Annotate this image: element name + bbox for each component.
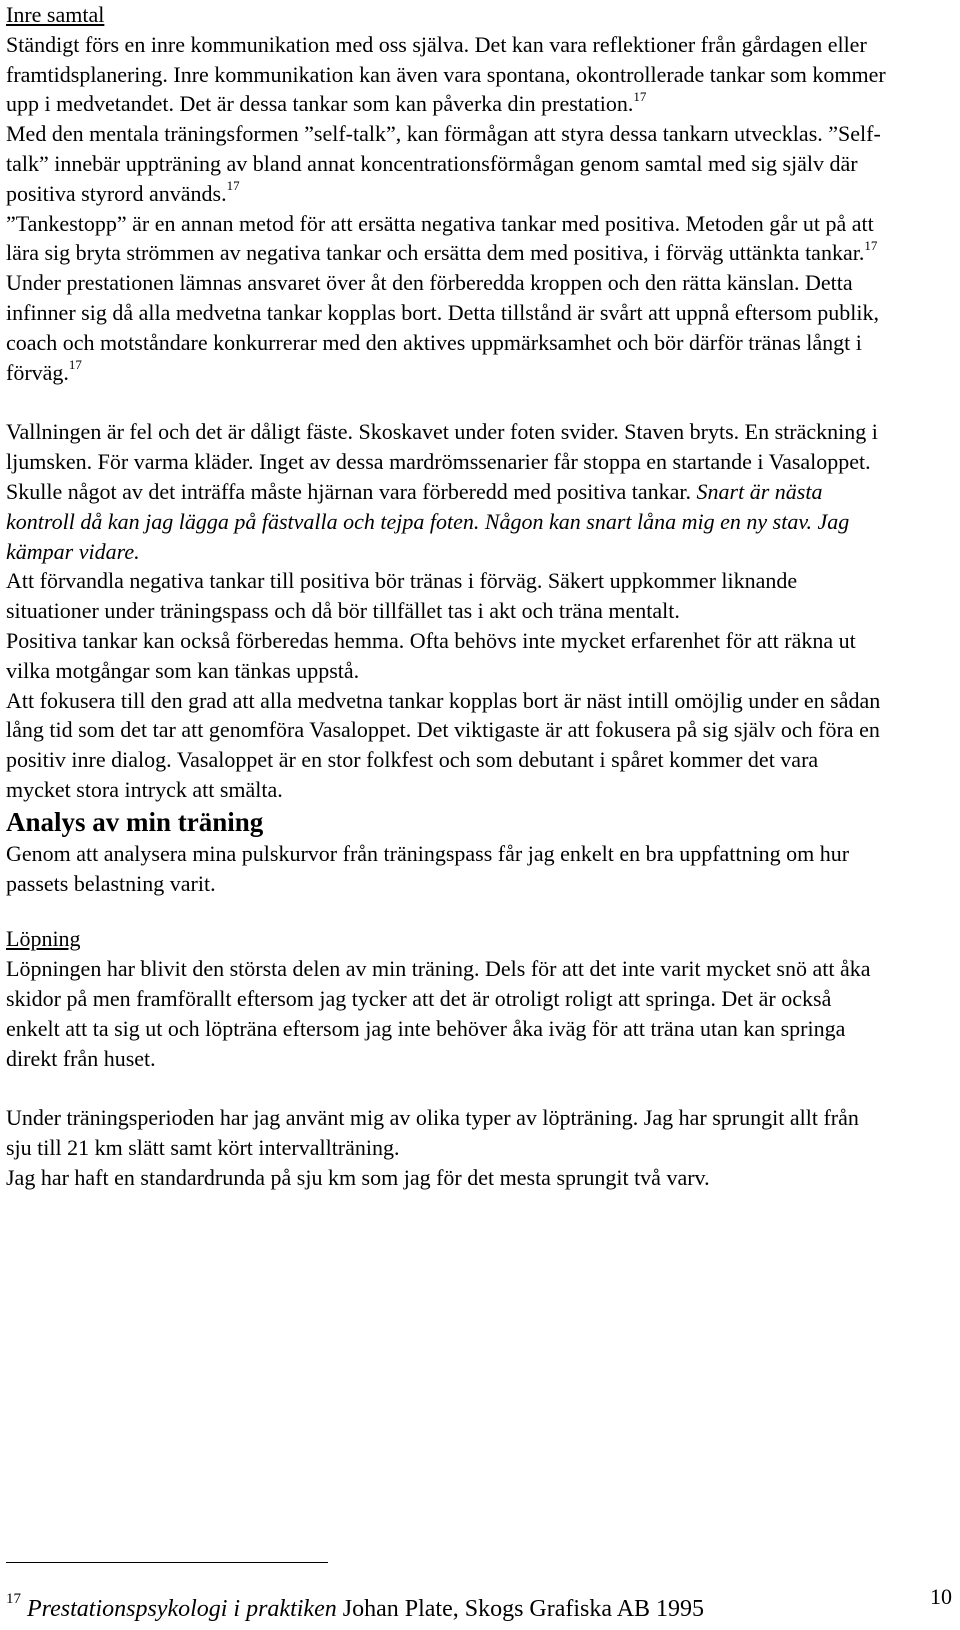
paragraph: Positiva tankar kan också förberedas hemma. Ofta behövs inte mycket erfarenhet för att räkna ut vilka motgångar som kan tänkas uppstå.	[6, 627, 856, 683]
paragraph-text: Ständigt förs en inre kommunikation med oss själva. Det kan vara reflektioner från gårdagen eller framtidsplanering. Inre kommunikation kan även vara spontana, okontrollerade tankar som kommer upp i medvetandet. Det är dessa tankar som kan påverka din prestation.	[6, 31, 886, 117]
paragraph-text: ”Tankestopp” är en annan metod för att ersätta negativa tankar med positiva. Metoden går ut på att lära sig bryta strömmen av negativa tankar och ersätta dem med positiva, i förväg uttänkta tankar.	[6, 210, 874, 266]
spacer	[6, 387, 886, 417]
section-heading-analys: Analys av min träning	[6, 806, 264, 837]
paragraph: Jag har haft en standardrunda på sju km som jag för det mesta sprungit två varv.	[6, 1164, 710, 1190]
footnote-ref[interactable]: 17	[68, 357, 82, 373]
paragraph-text: Med den mentala träningsformen ”self-talk”, kan förmågan att styra dessa tankarn utvecklas. ”Self-talk” innebär uppträning av bland annat koncentrationsförmågan genom samtal med sig själv där positiva styrord används.	[6, 121, 881, 206]
page-number: 10	[930, 1584, 952, 1609]
spacer	[6, 1073, 886, 1103]
section-title-inre-samtal: Inre samtal	[6, 2, 105, 27]
section-title-lopning: Löpning	[6, 926, 81, 952]
footnote-book-title: Prestationspsykologi i praktiken	[27, 1596, 337, 1622]
footnote	[6, 1588, 906, 1624]
paragraph-text: Vallningen är fel och det är dåligt fäste. Skoskavet under foten svider. Staven bryts. En sträckning i ljumsken. För varma kläder. Inget av dessa mardrömssenarier får stoppa en startande i Vasaloppet. Skulle något av det inträffa måste hjärnan vara förberedd med positiva tankar.	[6, 419, 878, 504]
paragraph: Löpningen har blivit den största delen av min träning. Dels för att det inte varit mycket snö att åka skidor på men framförallt eftersom jag tycker att det är otroligt roligt att springa. Det är också enkelt att ta sig ut och löpträna eftersom jag inte behöver åka iväg för att träna utan kan springa direkt från huset.	[6, 956, 871, 1071]
paragraph: Under träningsperioden har jag använt mig av olika typer av löpträning. Jag har sprungit allt från sju till 21 km slätt samt kört intervallträning.	[6, 1105, 859, 1161]
footnote-separator	[6, 1562, 328, 1563]
paragraph	[6, 417, 886, 566]
footnote-ref[interactable]: 17	[633, 89, 647, 105]
paragraph: Att fokusera till den grad att alla medvetna tankar kopplas bort är näst intill omöjlig under en sådan lång tid som det tar att genomföra Vasaloppet. Det viktigaste är att fokusera på sig själv och föra en positiv inre dialog. Vasaloppet är en stor folkfest och som debutant i spåret kommer det vara mycket stora intryck att smälta.	[6, 687, 881, 802]
page-body	[6, 0, 886, 1193]
spacer	[6, 898, 886, 924]
paragraph: Att förvandla negativa tankar till positiva bör tränas i förväg. Säkert uppkommer liknande situationer under träningspass och då bör tillfället tas i akt och träna mentalt.	[6, 568, 798, 624]
paragraph	[6, 30, 886, 119]
paragraph: Genom att analysera mina pulskurvor från träningspass får jag enkelt en bra uppfattning om hur passets belastning varit.	[6, 840, 850, 896]
paragraph	[6, 268, 886, 387]
italic-quote: Snart är nästa kontroll då kan jag lägga på fästvalla och tejpa foten. Någon kan snart låna mig en ny stav. Jag kämpar vidare.	[6, 478, 850, 564]
paragraph	[6, 209, 886, 269]
footnote-ref[interactable]: 17	[864, 238, 878, 254]
paragraph	[6, 119, 886, 208]
paragraph-text: Under prestationen lämnas ansvaret över åt den förberedda kroppen och den rätta känslan. Detta infinner sig då alla medvetna tankar kopplas bort. Detta tillstånd är svårt att uppnå eftersom publik, coach och motståndare konkurrerar med den aktives uppmärksamhet och bör därför tränas långt i förväg.	[6, 270, 880, 385]
footnote-number: 17	[6, 1591, 21, 1607]
footnote-ref[interactable]: 17	[226, 178, 240, 194]
footnote-citation: Johan Plate, Skogs Grafiska AB 1995	[342, 1596, 705, 1622]
